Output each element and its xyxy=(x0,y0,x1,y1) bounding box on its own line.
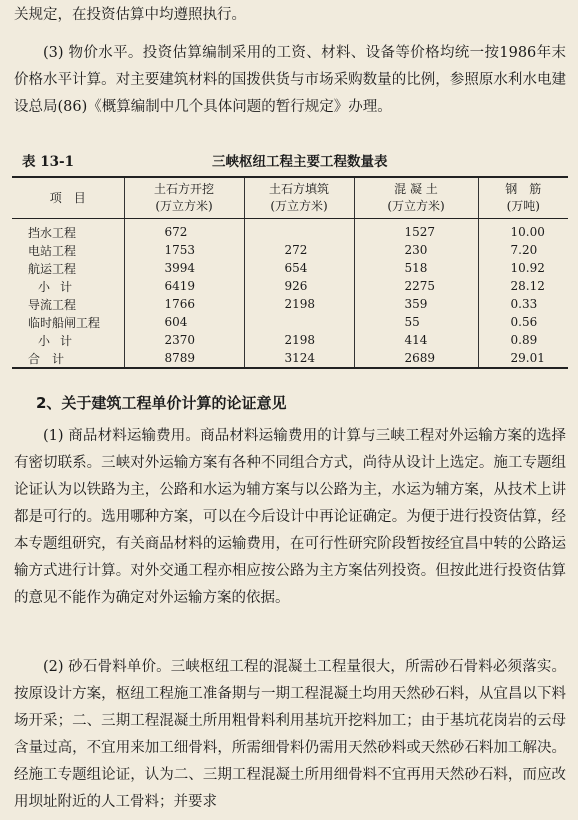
header-concrete: 混 凝 土 (万立方米) xyxy=(354,177,478,219)
header-fill: 土石方填筑 (万立方米) xyxy=(244,177,354,219)
table-caption xyxy=(22,150,562,172)
table-title: 三峡枢纽工程主要工程数量表 xyxy=(212,154,388,170)
paragraph-transport-cost: (1) 商品材料运输费用。商品材料运输费用的计算与三峡工程对外运输方案的选择有密切联系。三峡对外运输方案有各种不同组合方式，尚待从设计上选定。施工专题组论证认为以铁路为主，公路和水运为辅方案与以公路为主，水运为辅方案，从技术上讲都是可行的。选用哪种方案，可以在今后设计中再论证确定。为便于进行投资估算，经本专题组研究，有关商品材料的运输费用，在可行性研究阶段暂按经宜昌中转的公路运输方式进行计算。对外交通工程亦相应按公路为主方案估列投资。但按此进行投资估算的意见不能作为确定对外运输方案的依据。 xyxy=(14,428,566,606)
table-row: 航运工程 3994 654 518 10.92 xyxy=(12,259,568,277)
table-row-subtotal: 小计 2370 2198 414 0.89 xyxy=(12,331,568,349)
quantity-table xyxy=(12,176,568,369)
table-row-total: 合计 8789 3124 2689 29.01 xyxy=(12,349,568,368)
header-excavation: 土石方开挖 (万立方米) xyxy=(124,177,244,219)
paragraph-aggregate-price: (2) 砂石骨料单价。三峡枢纽工程的混凝土工程量很大，所需砂石骨料必须落实。按原设计方案，枢纽工程施工准备期与一期工程混凝土均用天然砂石料，从宜昌以下料场开采；二、三期工程混凝土所用粗骨料利用基坑开挖料加工；由于基坑花岗岩的云母含量过高，不宜用来加工细骨料，所需细骨料仍需用天然砂料或天然砂石料加工解决。经施工专题组论证，认为二、三期工程混凝土所用细骨料不宜再用天然砂石料，而应改用坝址附近的人工骨料；并要求 xyxy=(14,659,566,810)
table-row: 电站工程 1753 272 230 7.20 xyxy=(12,241,568,259)
table-number: 表 13-1 xyxy=(22,154,74,170)
table-row: 挡水工程 672 1527 10.00 xyxy=(12,223,568,241)
section-heading: 2、关于建筑工程单价计算的论证意见 xyxy=(36,394,287,412)
header-item: 项 目 xyxy=(12,177,124,219)
table-row: 临时船闸工程 604 55 0.56 xyxy=(12,313,568,331)
table-row-subtotal: 小计 6419 926 2275 28.12 xyxy=(12,277,568,295)
paragraph-continuation: 关规定，在投资估算中均遵照执行。 xyxy=(14,7,246,23)
header-steel: 钢 筋 (万吨) xyxy=(478,177,568,219)
table-row: 导流工程 1766 2198 359 0.33 xyxy=(12,295,568,313)
paragraph-price-level: (3) 物价水平。投资估算编制采用的工资、材料、设备等价格均统一按1986年末价格水平计算。对主要建筑材料的国拨供货与市场采购数量的比例，参照原水利水电建设总局(86)《概算编制中几个具体问题的暂行规定》办理。 xyxy=(14,45,566,115)
table-header-row xyxy=(12,177,568,219)
